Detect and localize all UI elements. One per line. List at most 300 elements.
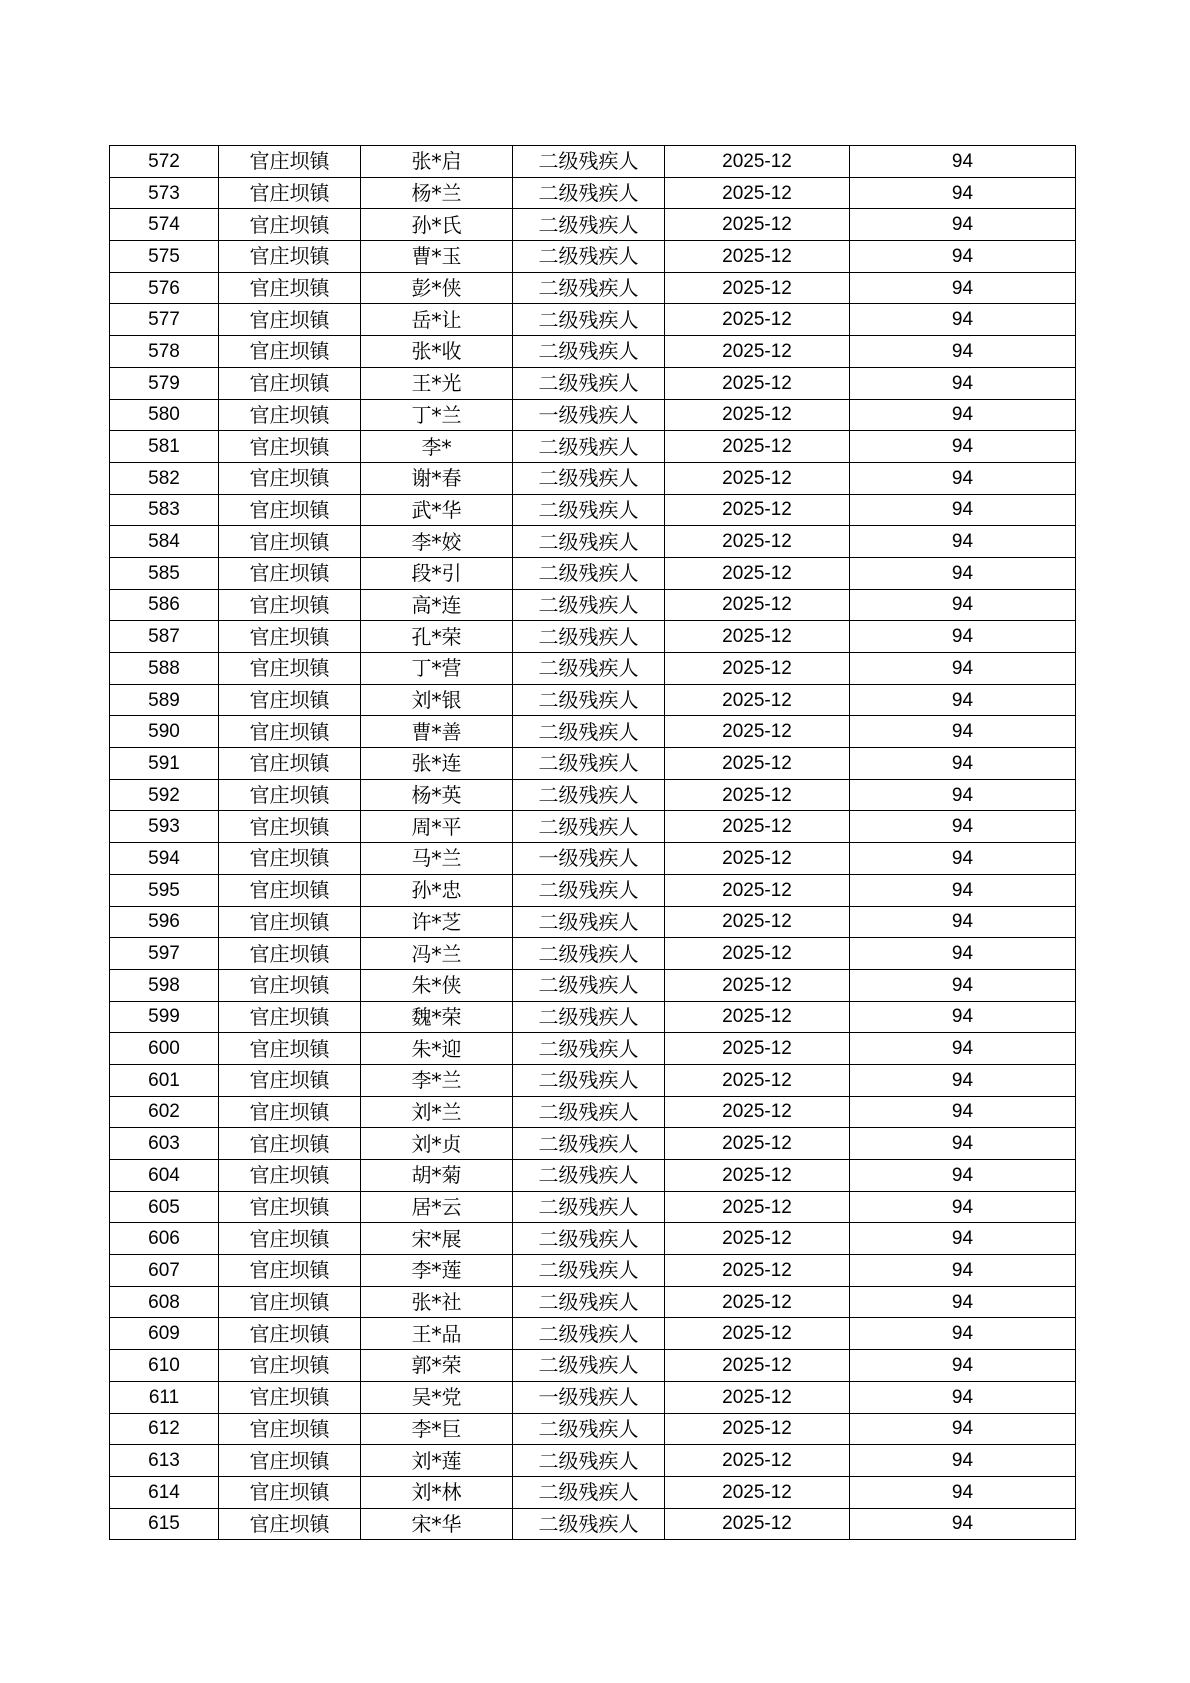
row-number-cell: 607 <box>110 1255 219 1287</box>
town-cell: 官庄坝镇 <box>219 1286 361 1318</box>
disability-level-cell: 二级残疾人 <box>513 462 665 494</box>
table-row <box>110 526 1076 558</box>
payment-month-cell: 2025-12 <box>665 177 850 209</box>
table-row <box>110 843 1076 875</box>
person-name-cell: 冯*兰 <box>361 938 513 970</box>
town-cell: 官庄坝镇 <box>219 811 361 843</box>
person-name-cell: 吴*党 <box>361 1381 513 1413</box>
table-row <box>110 716 1076 748</box>
disability-level-cell: 二级残疾人 <box>513 653 665 685</box>
amount-cell: 94 <box>850 1223 1076 1255</box>
amount-cell: 94 <box>850 1128 1076 1160</box>
payment-month-cell: 2025-12 <box>665 1508 850 1540</box>
payment-month-cell: 2025-12 <box>665 1476 850 1508</box>
payment-month-cell: 2025-12 <box>665 1318 850 1350</box>
table-row <box>110 969 1076 1001</box>
table-row <box>110 494 1076 526</box>
payment-month-cell: 2025-12 <box>665 843 850 875</box>
town-cell: 官庄坝镇 <box>219 367 361 399</box>
amount-cell: 94 <box>850 811 1076 843</box>
row-number-cell: 611 <box>110 1381 219 1413</box>
disability-level-cell: 二级残疾人 <box>513 1001 665 1033</box>
person-name-cell: 胡*菊 <box>361 1160 513 1192</box>
person-name-cell: 彭*侠 <box>361 272 513 304</box>
amount-cell: 94 <box>850 1286 1076 1318</box>
payment-month-cell: 2025-12 <box>665 336 850 368</box>
row-number-cell: 594 <box>110 843 219 875</box>
amount-cell: 94 <box>850 1445 1076 1477</box>
disability-level-cell: 二级残疾人 <box>513 1413 665 1445</box>
amount-cell: 94 <box>850 367 1076 399</box>
town-cell: 官庄坝镇 <box>219 1508 361 1540</box>
disability-level-cell: 二级残疾人 <box>513 1318 665 1350</box>
payment-month-cell: 2025-12 <box>665 1128 850 1160</box>
payment-month-cell: 2025-12 <box>665 716 850 748</box>
table-row <box>110 1001 1076 1033</box>
amount-cell: 94 <box>850 684 1076 716</box>
town-cell: 官庄坝镇 <box>219 1001 361 1033</box>
town-cell: 官庄坝镇 <box>219 621 361 653</box>
payment-month-cell: 2025-12 <box>665 1160 850 1192</box>
disability-level-cell: 二级残疾人 <box>513 1128 665 1160</box>
person-name-cell: 许*芝 <box>361 906 513 938</box>
subsidy-list-table <box>109 145 1076 1540</box>
disability-level-cell: 二级残疾人 <box>513 589 665 621</box>
person-name-cell: 曹*善 <box>361 716 513 748</box>
row-number-cell: 586 <box>110 589 219 621</box>
payment-month-cell: 2025-12 <box>665 272 850 304</box>
payment-month-cell: 2025-12 <box>665 1445 850 1477</box>
person-name-cell: 朱*侠 <box>361 969 513 1001</box>
town-cell: 官庄坝镇 <box>219 716 361 748</box>
table-row <box>110 1476 1076 1508</box>
row-number-cell: 602 <box>110 1096 219 1128</box>
payment-month-cell: 2025-12 <box>665 1286 850 1318</box>
person-name-cell: 李*兰 <box>361 1064 513 1096</box>
person-name-cell: 张*连 <box>361 748 513 780</box>
table-row <box>110 906 1076 938</box>
table-row <box>110 1255 1076 1287</box>
town-cell: 官庄坝镇 <box>219 1033 361 1065</box>
amount-cell: 94 <box>850 1318 1076 1350</box>
disability-level-cell: 一级残疾人 <box>513 1381 665 1413</box>
amount-cell: 94 <box>850 1001 1076 1033</box>
person-name-cell: 李*莲 <box>361 1255 513 1287</box>
town-cell: 官庄坝镇 <box>219 779 361 811</box>
row-number-cell: 609 <box>110 1318 219 1350</box>
row-number-cell: 579 <box>110 367 219 399</box>
disability-level-cell: 二级残疾人 <box>513 1350 665 1382</box>
disability-level-cell: 二级残疾人 <box>513 906 665 938</box>
amount-cell: 94 <box>850 1381 1076 1413</box>
disability-level-cell: 二级残疾人 <box>513 1064 665 1096</box>
person-name-cell: 刘*银 <box>361 684 513 716</box>
disability-level-cell: 二级残疾人 <box>513 272 665 304</box>
amount-cell: 94 <box>850 1350 1076 1382</box>
person-name-cell: 刘*林 <box>361 1476 513 1508</box>
person-name-cell: 魏*荣 <box>361 1001 513 1033</box>
disability-level-cell: 二级残疾人 <box>513 1191 665 1223</box>
table-row <box>110 1033 1076 1065</box>
row-number-cell: 578 <box>110 336 219 368</box>
payment-month-cell: 2025-12 <box>665 684 850 716</box>
amount-cell: 94 <box>850 938 1076 970</box>
payment-month-cell: 2025-12 <box>665 526 850 558</box>
table-row <box>110 272 1076 304</box>
table-row <box>110 684 1076 716</box>
person-name-cell: 岳*让 <box>361 304 513 336</box>
table-row <box>110 399 1076 431</box>
payment-month-cell: 2025-12 <box>665 1350 850 1382</box>
town-cell: 官庄坝镇 <box>219 526 361 558</box>
person-name-cell: 孙*忠 <box>361 874 513 906</box>
town-cell: 官庄坝镇 <box>219 1064 361 1096</box>
row-number-cell: 585 <box>110 557 219 589</box>
row-number-cell: 584 <box>110 526 219 558</box>
person-name-cell: 谢*春 <box>361 462 513 494</box>
town-cell: 官庄坝镇 <box>219 1160 361 1192</box>
person-name-cell: 丁*营 <box>361 653 513 685</box>
town-cell: 官庄坝镇 <box>219 177 361 209</box>
row-number-cell: 593 <box>110 811 219 843</box>
person-name-cell: 李*姣 <box>361 526 513 558</box>
town-cell: 官庄坝镇 <box>219 1223 361 1255</box>
row-number-cell: 612 <box>110 1413 219 1445</box>
town-cell: 官庄坝镇 <box>219 462 361 494</box>
disability-level-cell: 二级残疾人 <box>513 1160 665 1192</box>
table-row <box>110 1096 1076 1128</box>
row-number-cell: 589 <box>110 684 219 716</box>
row-number-cell: 597 <box>110 938 219 970</box>
amount-cell: 94 <box>850 272 1076 304</box>
disability-level-cell: 二级残疾人 <box>513 969 665 1001</box>
payment-month-cell: 2025-12 <box>665 494 850 526</box>
row-number-cell: 601 <box>110 1064 219 1096</box>
person-name-cell: 居*云 <box>361 1191 513 1223</box>
person-name-cell: 张*社 <box>361 1286 513 1318</box>
disability-level-cell: 二级残疾人 <box>513 177 665 209</box>
amount-cell: 94 <box>850 1191 1076 1223</box>
amount-cell: 94 <box>850 716 1076 748</box>
row-number-cell: 587 <box>110 621 219 653</box>
town-cell: 官庄坝镇 <box>219 938 361 970</box>
disability-level-cell: 二级残疾人 <box>513 1223 665 1255</box>
disability-level-cell: 二级残疾人 <box>513 1255 665 1287</box>
person-name-cell: 张*启 <box>361 146 513 178</box>
payment-month-cell: 2025-12 <box>665 1096 850 1128</box>
payment-month-cell: 2025-12 <box>665 938 850 970</box>
town-cell: 官庄坝镇 <box>219 1413 361 1445</box>
disability-level-cell: 一级残疾人 <box>513 843 665 875</box>
payment-month-cell: 2025-12 <box>665 1413 850 1445</box>
disability-level-cell: 二级残疾人 <box>513 621 665 653</box>
table-row <box>110 621 1076 653</box>
person-name-cell: 周*平 <box>361 811 513 843</box>
disability-level-cell: 二级残疾人 <box>513 684 665 716</box>
row-number-cell: 608 <box>110 1286 219 1318</box>
payment-month-cell: 2025-12 <box>665 589 850 621</box>
row-number-cell: 582 <box>110 462 219 494</box>
person-name-cell: 王*光 <box>361 367 513 399</box>
payment-month-cell: 2025-12 <box>665 399 850 431</box>
row-number-cell: 603 <box>110 1128 219 1160</box>
amount-cell: 94 <box>850 1476 1076 1508</box>
town-cell: 官庄坝镇 <box>219 1350 361 1382</box>
amount-cell: 94 <box>850 336 1076 368</box>
disability-level-cell: 二级残疾人 <box>513 494 665 526</box>
town-cell: 官庄坝镇 <box>219 1381 361 1413</box>
town-cell: 官庄坝镇 <box>219 209 361 241</box>
row-number-cell: 598 <box>110 969 219 1001</box>
disability-level-cell: 二级残疾人 <box>513 1096 665 1128</box>
payment-month-cell: 2025-12 <box>665 969 850 1001</box>
person-name-cell: 杨*兰 <box>361 177 513 209</box>
row-number-cell: 595 <box>110 874 219 906</box>
row-number-cell: 574 <box>110 209 219 241</box>
disability-level-cell: 二级残疾人 <box>513 1508 665 1540</box>
table-row <box>110 367 1076 399</box>
payment-month-cell: 2025-12 <box>665 557 850 589</box>
table-row <box>110 304 1076 336</box>
row-number-cell: 599 <box>110 1001 219 1033</box>
table-row <box>110 1286 1076 1318</box>
disability-level-cell: 二级残疾人 <box>513 1286 665 1318</box>
disability-level-cell: 二级残疾人 <box>513 716 665 748</box>
disability-level-cell: 二级残疾人 <box>513 1033 665 1065</box>
person-name-cell: 武*华 <box>361 494 513 526</box>
row-number-cell: 588 <box>110 653 219 685</box>
payment-month-cell: 2025-12 <box>665 1191 850 1223</box>
town-cell: 官庄坝镇 <box>219 969 361 1001</box>
payment-month-cell: 2025-12 <box>665 241 850 273</box>
payment-month-cell: 2025-12 <box>665 1001 850 1033</box>
disability-level-cell: 二级残疾人 <box>513 874 665 906</box>
disability-level-cell: 一级残疾人 <box>513 399 665 431</box>
table-row <box>110 1350 1076 1382</box>
amount-cell: 94 <box>850 1096 1076 1128</box>
payment-month-cell: 2025-12 <box>665 653 850 685</box>
amount-cell: 94 <box>850 589 1076 621</box>
payment-month-cell: 2025-12 <box>665 874 850 906</box>
person-name-cell: 曹*玉 <box>361 241 513 273</box>
amount-cell: 94 <box>850 177 1076 209</box>
payment-month-cell: 2025-12 <box>665 209 850 241</box>
town-cell: 官庄坝镇 <box>219 1096 361 1128</box>
table-row <box>110 1413 1076 1445</box>
row-number-cell: 572 <box>110 146 219 178</box>
town-cell: 官庄坝镇 <box>219 431 361 463</box>
amount-cell: 94 <box>850 1413 1076 1445</box>
disability-level-cell: 二级残疾人 <box>513 241 665 273</box>
payment-month-cell: 2025-12 <box>665 811 850 843</box>
disability-level-cell: 二级残疾人 <box>513 748 665 780</box>
table-row <box>110 1160 1076 1192</box>
row-number-cell: 600 <box>110 1033 219 1065</box>
disability-level-cell: 二级残疾人 <box>513 146 665 178</box>
person-name-cell: 刘*兰 <box>361 1096 513 1128</box>
town-cell: 官庄坝镇 <box>219 1191 361 1223</box>
disability-level-cell: 二级残疾人 <box>513 526 665 558</box>
amount-cell: 94 <box>850 906 1076 938</box>
payment-month-cell: 2025-12 <box>665 1381 850 1413</box>
row-number-cell: 613 <box>110 1445 219 1477</box>
town-cell: 官庄坝镇 <box>219 1476 361 1508</box>
amount-cell: 94 <box>850 241 1076 273</box>
row-number-cell: 575 <box>110 241 219 273</box>
amount-cell: 94 <box>850 209 1076 241</box>
table-row <box>110 209 1076 241</box>
amount-cell: 94 <box>850 399 1076 431</box>
row-number-cell: 581 <box>110 431 219 463</box>
amount-cell: 94 <box>850 557 1076 589</box>
table-row <box>110 589 1076 621</box>
payment-month-cell: 2025-12 <box>665 146 850 178</box>
person-name-cell: 马*兰 <box>361 843 513 875</box>
table-row <box>110 336 1076 368</box>
table-row <box>110 779 1076 811</box>
person-name-cell: 宋*展 <box>361 1223 513 1255</box>
town-cell: 官庄坝镇 <box>219 748 361 780</box>
disability-level-cell: 二级残疾人 <box>513 336 665 368</box>
town-cell: 官庄坝镇 <box>219 304 361 336</box>
row-number-cell: 573 <box>110 177 219 209</box>
town-cell: 官庄坝镇 <box>219 684 361 716</box>
amount-cell: 94 <box>850 653 1076 685</box>
amount-cell: 94 <box>850 1160 1076 1192</box>
person-name-cell: 丁*兰 <box>361 399 513 431</box>
disability-level-cell: 二级残疾人 <box>513 1445 665 1477</box>
person-name-cell: 李*巨 <box>361 1413 513 1445</box>
amount-cell: 94 <box>850 1508 1076 1540</box>
town-cell: 官庄坝镇 <box>219 1128 361 1160</box>
row-number-cell: 596 <box>110 906 219 938</box>
town-cell: 官庄坝镇 <box>219 494 361 526</box>
row-number-cell: 614 <box>110 1476 219 1508</box>
disability-level-cell: 二级残疾人 <box>513 1476 665 1508</box>
table-row <box>110 1381 1076 1413</box>
town-cell: 官庄坝镇 <box>219 653 361 685</box>
table-row <box>110 653 1076 685</box>
person-name-cell: 刘*贞 <box>361 1128 513 1160</box>
table-row <box>110 938 1076 970</box>
row-number-cell: 590 <box>110 716 219 748</box>
row-number-cell: 615 <box>110 1508 219 1540</box>
amount-cell: 94 <box>850 146 1076 178</box>
person-name-cell: 段*引 <box>361 557 513 589</box>
amount-cell: 94 <box>850 969 1076 1001</box>
row-number-cell: 610 <box>110 1350 219 1382</box>
town-cell: 官庄坝镇 <box>219 1318 361 1350</box>
disability-level-cell: 二级残疾人 <box>513 779 665 811</box>
payment-month-cell: 2025-12 <box>665 1223 850 1255</box>
payment-month-cell: 2025-12 <box>665 748 850 780</box>
disability-level-cell: 二级残疾人 <box>513 557 665 589</box>
town-cell: 官庄坝镇 <box>219 336 361 368</box>
amount-cell: 94 <box>850 526 1076 558</box>
table-row <box>110 874 1076 906</box>
amount-cell: 94 <box>850 843 1076 875</box>
town-cell: 官庄坝镇 <box>219 843 361 875</box>
payment-month-cell: 2025-12 <box>665 462 850 494</box>
table-row <box>110 1128 1076 1160</box>
table-row <box>110 1318 1076 1350</box>
amount-cell: 94 <box>850 431 1076 463</box>
payment-month-cell: 2025-12 <box>665 1255 850 1287</box>
disability-level-cell: 二级残疾人 <box>513 938 665 970</box>
amount-cell: 94 <box>850 1064 1076 1096</box>
table-row <box>110 811 1076 843</box>
table-row <box>110 1064 1076 1096</box>
person-name-cell: 郭*荣 <box>361 1350 513 1382</box>
person-name-cell: 刘*莲 <box>361 1445 513 1477</box>
row-number-cell: 583 <box>110 494 219 526</box>
town-cell: 官庄坝镇 <box>219 272 361 304</box>
payment-month-cell: 2025-12 <box>665 367 850 399</box>
payment-month-cell: 2025-12 <box>665 304 850 336</box>
table-row <box>110 1223 1076 1255</box>
town-cell: 官庄坝镇 <box>219 241 361 273</box>
town-cell: 官庄坝镇 <box>219 146 361 178</box>
amount-cell: 94 <box>850 874 1076 906</box>
amount-cell: 94 <box>850 1033 1076 1065</box>
town-cell: 官庄坝镇 <box>219 1255 361 1287</box>
row-number-cell: 577 <box>110 304 219 336</box>
amount-cell: 94 <box>850 1255 1076 1287</box>
table-row <box>110 1445 1076 1477</box>
disability-level-cell: 二级残疾人 <box>513 209 665 241</box>
town-cell: 官庄坝镇 <box>219 874 361 906</box>
person-name-cell: 张*收 <box>361 336 513 368</box>
town-cell: 官庄坝镇 <box>219 589 361 621</box>
person-name-cell: 朱*迎 <box>361 1033 513 1065</box>
payment-month-cell: 2025-12 <box>665 621 850 653</box>
row-number-cell: 592 <box>110 779 219 811</box>
town-cell: 官庄坝镇 <box>219 1445 361 1477</box>
person-name-cell: 宋*华 <box>361 1508 513 1540</box>
row-number-cell: 591 <box>110 748 219 780</box>
row-number-cell: 604 <box>110 1160 219 1192</box>
table-row <box>110 1508 1076 1540</box>
disability-level-cell: 二级残疾人 <box>513 304 665 336</box>
table-row <box>110 241 1076 273</box>
amount-cell: 94 <box>850 304 1076 336</box>
disability-level-cell: 二级残疾人 <box>513 367 665 399</box>
row-number-cell: 576 <box>110 272 219 304</box>
table-row <box>110 1191 1076 1223</box>
table-row <box>110 462 1076 494</box>
disability-level-cell: 二级残疾人 <box>513 431 665 463</box>
payment-month-cell: 2025-12 <box>665 906 850 938</box>
table-body <box>110 146 1076 1540</box>
amount-cell: 94 <box>850 779 1076 811</box>
person-name-cell: 高*连 <box>361 589 513 621</box>
amount-cell: 94 <box>850 462 1076 494</box>
payment-month-cell: 2025-12 <box>665 431 850 463</box>
table-row <box>110 557 1076 589</box>
amount-cell: 94 <box>850 621 1076 653</box>
town-cell: 官庄坝镇 <box>219 399 361 431</box>
town-cell: 官庄坝镇 <box>219 557 361 589</box>
payment-month-cell: 2025-12 <box>665 1064 850 1096</box>
table-row <box>110 177 1076 209</box>
table-row <box>110 431 1076 463</box>
amount-cell: 94 <box>850 494 1076 526</box>
table-row <box>110 146 1076 178</box>
payment-month-cell: 2025-12 <box>665 779 850 811</box>
person-name-cell: 王*品 <box>361 1318 513 1350</box>
amount-cell: 94 <box>850 748 1076 780</box>
payment-month-cell: 2025-12 <box>665 1033 850 1065</box>
